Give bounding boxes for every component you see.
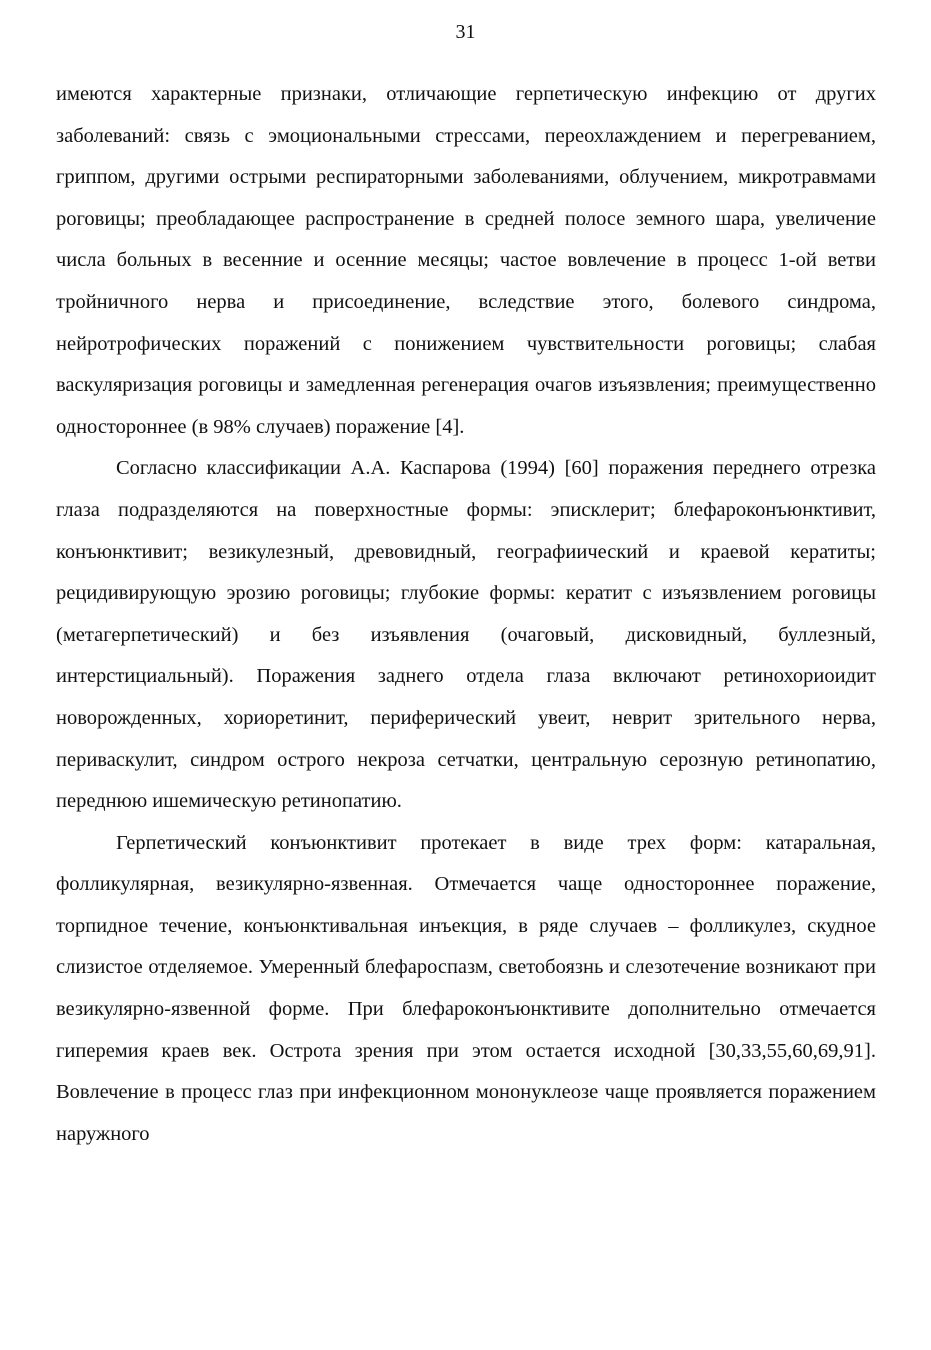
paragraph-continuation: имеются характерные признаки, отличающие герпетическую инфекцию от других заболеваний: связь с эмоциональными стрессами, переохлаждением и перегреванием, гриппом, другими острыми респираторными заболеваниями, облучением, микротравмами роговицы; преобладающее распространение в средней полосе земного шара, увеличение числа больных в весенние и осенние месяцы; частое вовлечение в процесс 1-ой ветви тройничного нерва и присоединение, вследствие этого, болевого синдрома, нейротрофических поражений с понижением чувствительности роговицы; слабая васкуляризация роговицы и замедленная регенерация очагов изъязвления; преимущественно одностороннее (в 98% случаев) поражение [4]. (56, 83, 876, 438)
page-number: 31 (455, 21, 476, 43)
document-body (56, 74, 876, 1155)
paragraph-classification: Согласно классификации А.А. Каспарова (1994) [60] поражения переднего отрезка глаза подразделяются на поверхностные формы: эписклерит; блефароконъюнктивит, конъюнктивит; везикулезный, древовидный, географиический и краевой кератиты; рецидивирующую эрозию роговицы; глубокие формы: кератит с изъязвлением роговицы (метагерпетический) и без изъявления (очаговый, дисковидный, буллезный, интерстициальный). Поражения заднего отдела глаза включают ретинохориоидит новорожденных, хориоретинит, периферический увеит, неврит зрительного нерва, периваскулит, синдром острого некроза сетчатки, центральную серозную ретинопатию, переднюю ишемическую ретинопатию. (56, 457, 876, 813)
paragraph-conjunctivitis: Герпетический конъюнктивит протекает в виде трех форм: катаральная, фолликулярная, везикулярно-язвенная. Отмечается чаще одностороннее поражение, торпидное течение, конъюнктивальная инъекция, в ряде случаев – фолликулез, скудное слизистое отделяемое. Умеренный блефароспазм, светобоязнь и слезотечение возникают при везикулярно-язвенной форме. При блефароконъюнктивите дополнительно отмечается гиперемия краев век. Острота зрения при этом остается исходной [30,33,55,60,69,91]. Вовлечение в процесс глаз при инфекционном мононуклеозе чаще проявляется поражением наружного (56, 831, 876, 1145)
